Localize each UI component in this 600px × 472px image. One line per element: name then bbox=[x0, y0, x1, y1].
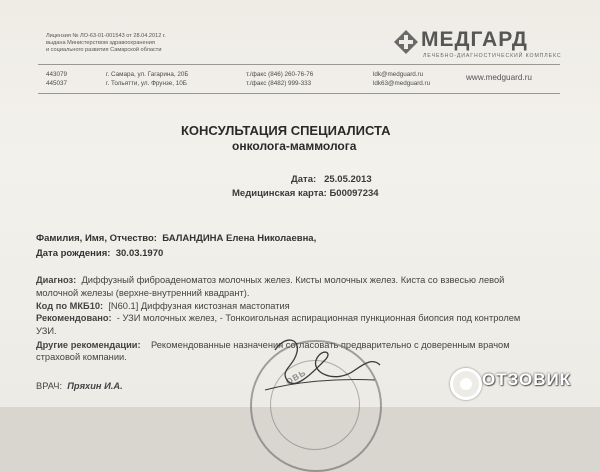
brand-logo bbox=[393, 29, 419, 60]
recommendation-label: Рекомендовано: bbox=[36, 313, 112, 323]
mkb-value: [N60.1] Диффузная кистозная мастопатия bbox=[108, 301, 290, 311]
other-recommendations-cont: страховой компании. bbox=[36, 352, 127, 362]
recommendation-row bbox=[36, 312, 520, 324]
stamp-text: ОВЬ bbox=[283, 367, 308, 387]
doctor-row bbox=[36, 380, 123, 392]
doctor-label: ВРАЧ: bbox=[36, 381, 63, 391]
document-title: КОНСУЛЬТАЦИЯ СПЕЦИАЛИСТА bbox=[181, 123, 391, 138]
otzovik-logo-dot bbox=[460, 378, 472, 390]
header-divider bbox=[38, 64, 560, 65]
patient-dob-row bbox=[36, 248, 163, 259]
doctor-name: Пряхин И.А. bbox=[67, 381, 123, 391]
license-line: выдана Министерством здравоохранения bbox=[46, 40, 155, 46]
brand-subtitle: ЛЕЧЕБНО-ДИАГНОСТИЧЕСКИЙ КОМПЛЕКС bbox=[423, 53, 562, 59]
patient-name-row bbox=[36, 233, 316, 244]
watermark-text: ОТЗОВИК bbox=[482, 370, 572, 389]
brand-name: МЕДГАРД bbox=[421, 28, 528, 51]
card-row bbox=[232, 188, 379, 199]
header-bottom-divider bbox=[38, 93, 560, 94]
patient-dob-value: 30.03.1970 bbox=[115, 248, 164, 259]
license-info bbox=[46, 33, 226, 54]
office-email: ldk@medguard.ru bbox=[373, 71, 424, 78]
recommendation-text-cont: УЗИ. bbox=[36, 326, 57, 336]
website-url: www.medguard.ru bbox=[466, 73, 532, 82]
office-phone: т./факс (846) 260-76-76 bbox=[246, 71, 314, 78]
diagnosis-text-cont: молочной железы (верхне-внутренний квадрант). bbox=[36, 288, 250, 298]
office-index: 445037 bbox=[46, 80, 68, 87]
office-address: г. Тольятти, ул. Фрунзе, 10Б bbox=[106, 80, 187, 87]
mkb-row bbox=[36, 300, 290, 312]
otzovik-logo-icon bbox=[450, 368, 482, 400]
office-email: ldk63@medguard.ru bbox=[373, 80, 431, 87]
card-value: Б00097234 bbox=[329, 188, 379, 199]
diamond-cross-icon bbox=[393, 29, 419, 55]
patient-name-value: БАЛАНДИНА Елена Николаевна, bbox=[162, 233, 317, 244]
date-value: 25.05.2013 bbox=[324, 174, 372, 185]
document-subtitle: онколога-маммолога bbox=[232, 139, 357, 153]
office-phone: т./факс (8482) 999-333 bbox=[246, 80, 312, 87]
office-address: г. Самара, ул. Гагарина, 20Б bbox=[106, 71, 189, 78]
doctor-signature bbox=[205, 330, 405, 410]
diagnosis-label: Диагноз: bbox=[36, 275, 77, 285]
other-recommendations-text: Рекомендованные назначения согласовать предварительно с доверенным врачом bbox=[150, 340, 510, 350]
patient-dob-label: Дата рождения: bbox=[36, 248, 111, 259]
patient-name-label: Фамилия, Имя, Отчество: bbox=[36, 233, 157, 244]
license-line: Лицензия № ЛО-63-01-001543 от 28.04.2012 г. bbox=[46, 33, 166, 39]
office-index: 443079 bbox=[46, 71, 68, 78]
recommendation-text: - УЗИ молочных желез, - Тонкоигольная аспирационная пункционная биопсия под контролем bbox=[116, 313, 521, 323]
card-label: Медицинская карта: bbox=[232, 188, 327, 199]
diagnosis-row bbox=[36, 274, 504, 286]
license-line: и социального развития Самарской области bbox=[46, 47, 162, 53]
date-row bbox=[291, 174, 372, 185]
other-recommendations-label: Другие рекомендации: bbox=[36, 340, 141, 350]
mkb-label: Код по МКБ10: bbox=[36, 301, 104, 311]
date-label: Дата: bbox=[291, 174, 317, 185]
diagnosis-text: Диффузный фиброаденоматоз молочных желез. Кисты молочных желез. Киста со взвесью левой bbox=[81, 275, 505, 285]
